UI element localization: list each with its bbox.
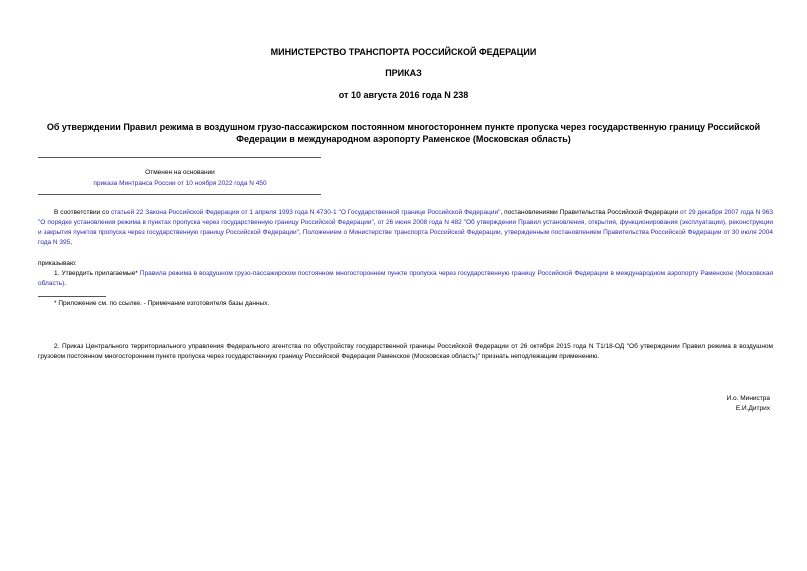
document-title: Об утверждении Правил режима в воздушном грузо-пассажирском постоянном многостороннем пункте пропуска через государственную границу Российской Федерации в международном аэропорту Раменское (Московская область)	[46, 122, 761, 144]
preamble-text: ,	[373, 219, 378, 226]
decree-963-link[interactable]: от 29 декабря 2007 года N 963 "О порядке установления режима в пунктах пропуска через государственную границу Российской Федерации"	[38, 209, 774, 226]
order-word: приказываю:	[38, 260, 77, 267]
order-item-2: 2. Приказ Центрального территориального управления Федерального агентства по обустройству государственной границы Российской Федерации от 26 октября 2015 года N Т1/18-ОД "Об утверждении Правил режима в воздушном грузовом постоянном многостороннем пункте пропуска через государственную границу Российской Федерации Раменское (Московская область)" признать неподлежащим применению.	[38, 343, 773, 360]
decree-482-link[interactable]: от 26 июня 2008 года N 482 "Об утверждении Правил установления, открытия, функционирования (эксплуатации), реконструкции и закрытия пунктов пропуска через государственную границу Российской Федерации"	[38, 219, 773, 236]
cancel-note-label: Отменен на основании	[145, 169, 215, 176]
signatory-position: И.о. Министра	[726, 395, 770, 402]
item1-text: .	[64, 280, 67, 287]
signatory-name: Е.И.Дитрих	[735, 405, 770, 412]
item1-text: 1. Утвердить прилагаемые*	[54, 270, 140, 277]
cancel-note-link[interactable]: приказа Минтранса России от 10 ноября 2022 года N 450	[93, 180, 267, 187]
preamble-text: В соответствии со	[54, 209, 112, 216]
order-item-1	[38, 269, 773, 289]
document-type: ПРИКАЗ	[385, 68, 422, 78]
divider-top	[38, 157, 321, 158]
footnote-divider	[38, 296, 106, 297]
law-link[interactable]: статьей 22 Закона Российской Федерации от 1 апреля 1993 года N 4730-1 "О Государственной границе Российской Федерации"	[111, 209, 501, 216]
preamble-text: , постановлениями Правительства Российской Федерации	[500, 209, 680, 216]
rules-link[interactable]: Правила режима в воздушном грузо-пассажирском постоянном многостороннем пункте пропуска через государственную границу Российской Федерации в международном аэропорту Раменское (Московская область)	[38, 270, 774, 287]
preamble-paragraph	[38, 208, 773, 248]
regulation-link[interactable]: Положением о Министерстве транспорта Российской Федерации, утвержденным постановлением Правительства Российской Федерации от 30 июля 2004 года N 395	[38, 229, 773, 246]
signature-block	[727, 394, 770, 414]
preamble-text: ,	[299, 229, 303, 236]
document-date-number: от 10 августа 2016 года N 238	[338, 90, 469, 100]
ministry-heading: МИНИСТЕРСТВО ТРАНСПОРТА РОССИЙСКОЙ ФЕДЕРАЦИИ	[270, 47, 537, 57]
divider-bottom	[38, 194, 321, 195]
footnote: * Приложение см. по ссылке. - Примечание изготовителя базы данных.	[54, 300, 270, 307]
preamble-text: ,	[70, 239, 73, 246]
